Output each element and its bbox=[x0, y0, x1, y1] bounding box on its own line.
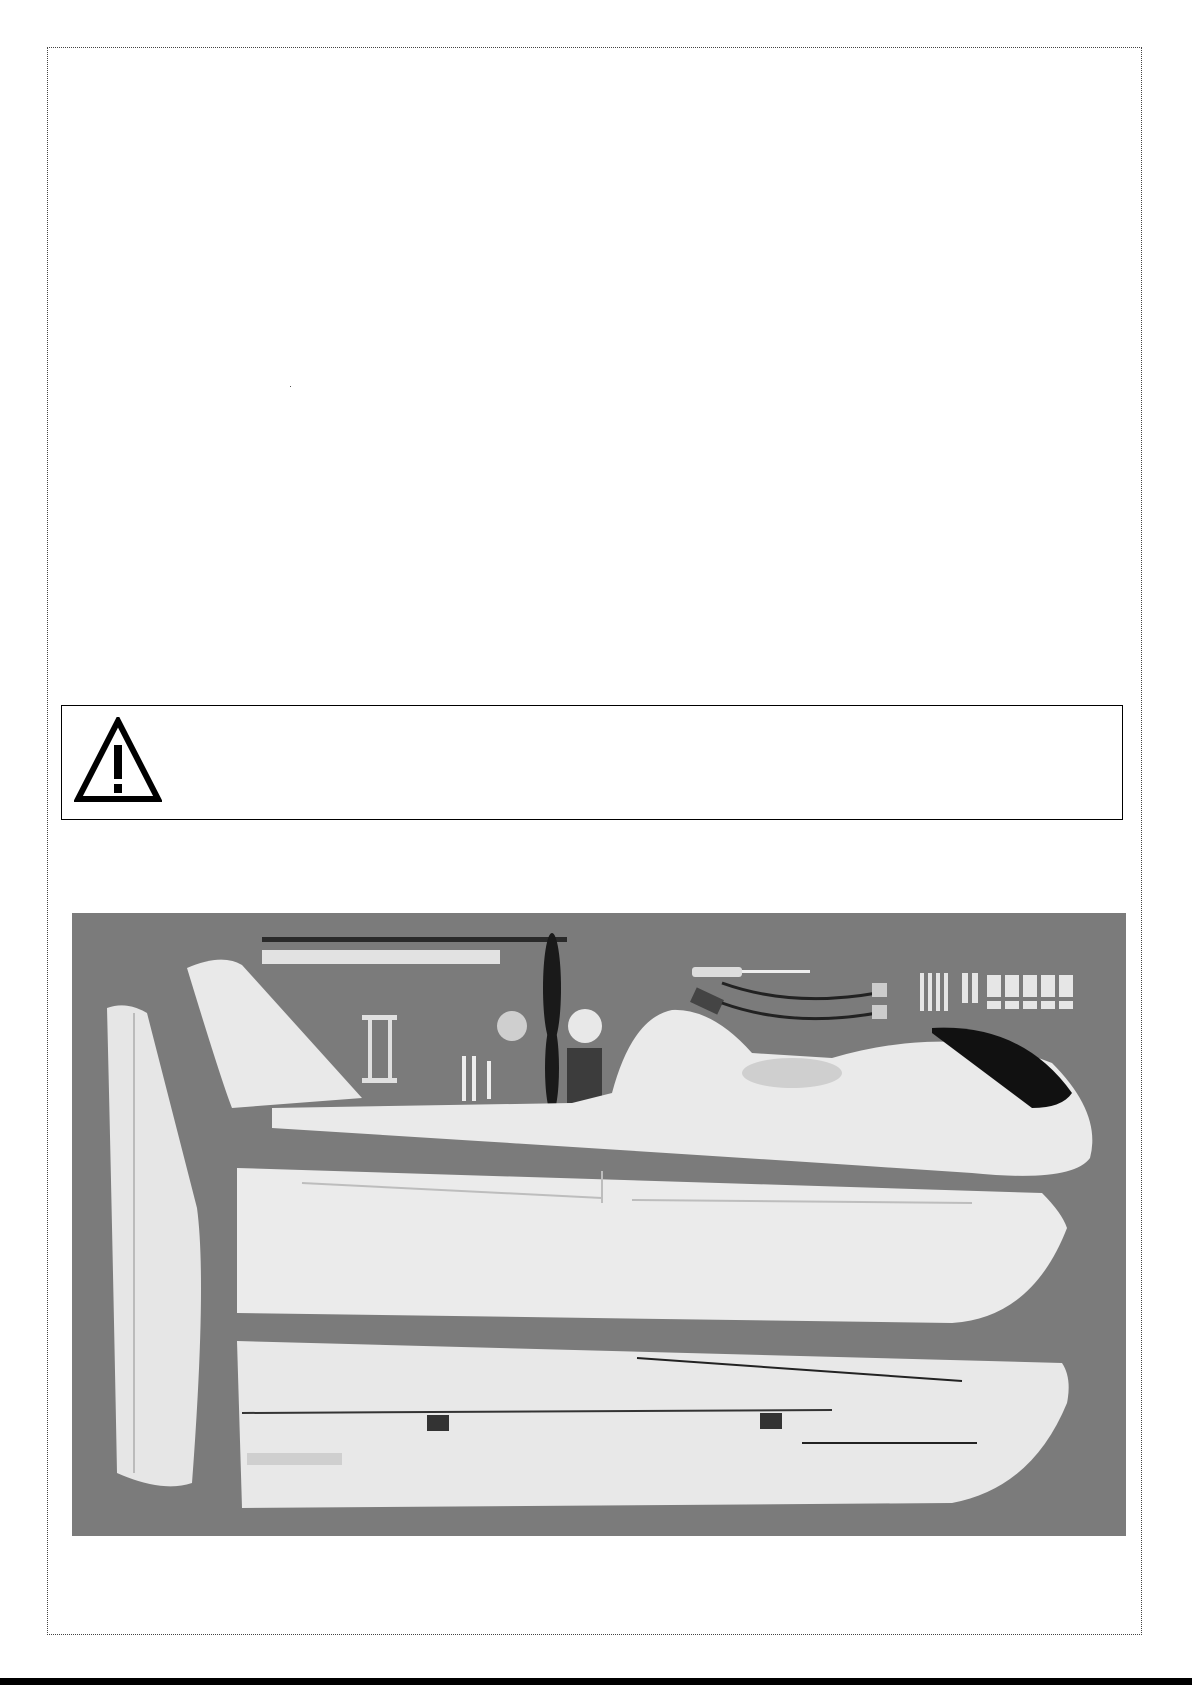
blank-content-area bbox=[60, 60, 1120, 690]
bottom-edge-bar bbox=[0, 1678, 1192, 1685]
stray-mark bbox=[290, 386, 291, 387]
warning-box bbox=[61, 705, 1123, 820]
warning-triangle-icon bbox=[74, 717, 162, 803]
kit-contents-photo bbox=[72, 913, 1126, 1536]
